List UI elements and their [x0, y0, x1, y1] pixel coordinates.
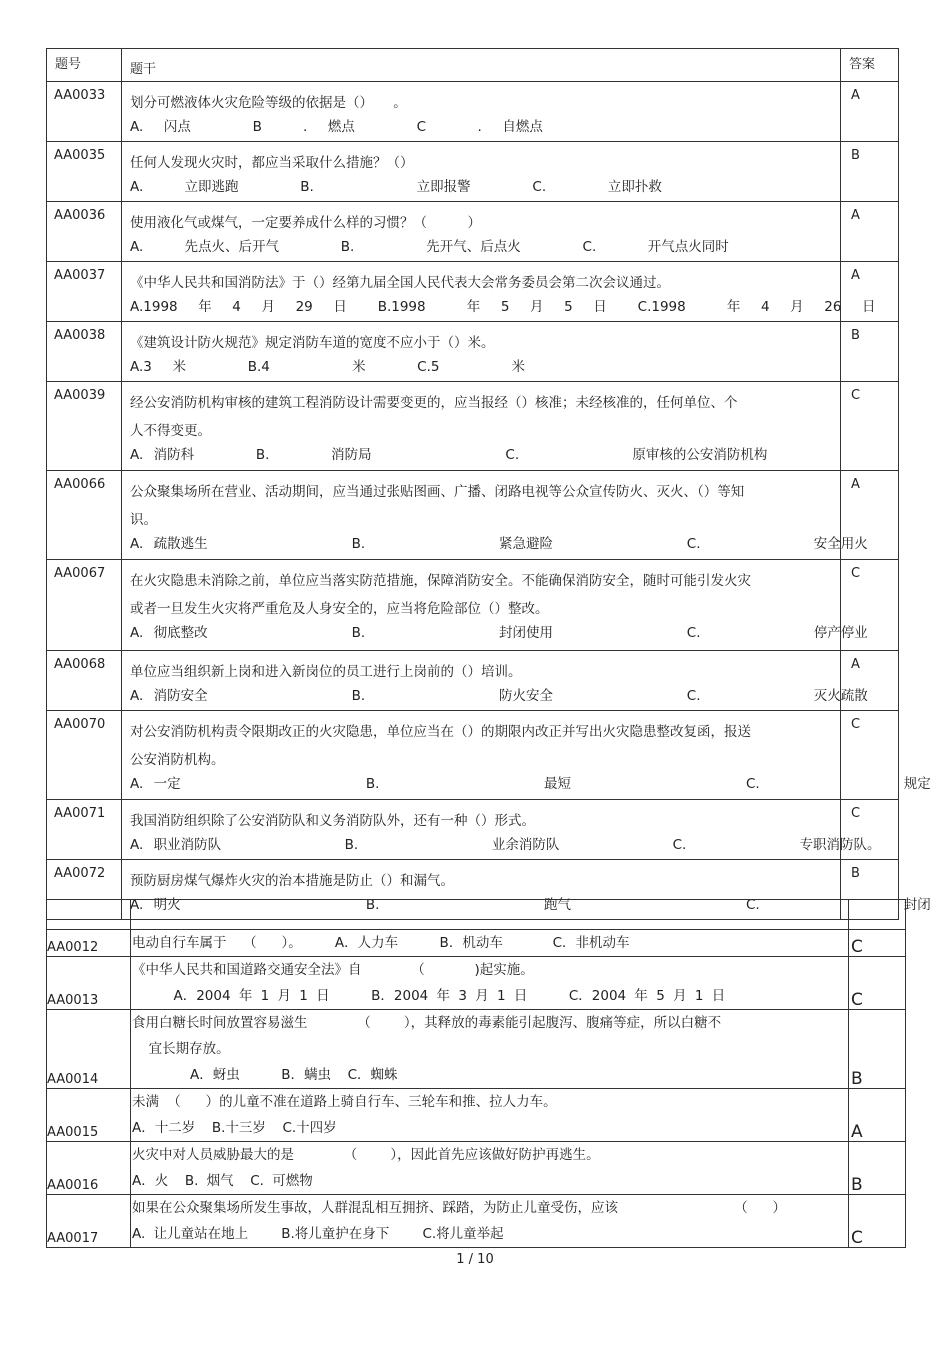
question-answer: C	[851, 717, 861, 732]
question-id: AA0035	[54, 148, 106, 163]
question-id: AA0037	[54, 268, 106, 283]
question-options: A. 先点火、后开气 B. 先开气、后点火 C. 开气点火同时	[130, 239, 729, 255]
question-options: A. 消防安全 B. 防火安全 C. 灭火疏散	[130, 688, 868, 704]
question-answer: A	[851, 268, 860, 283]
table-row	[47, 142, 899, 202]
question-id: AA0033	[54, 88, 106, 103]
question-table-2	[46, 899, 906, 1248]
table-row	[47, 262, 899, 322]
table-row	[47, 1010, 906, 1089]
question-id: AA0039	[54, 388, 106, 403]
question-options: A. 彻底整改 B. 封闭使用 C. 停产停业	[130, 625, 868, 641]
question-table-1	[46, 48, 931, 920]
question-line: A．十二岁 B.十三岁 C.十四岁	[132, 1120, 337, 1136]
table-row	[47, 930, 906, 957]
table-blank-row	[47, 900, 906, 930]
table-row	[47, 322, 899, 382]
question-options: A. 消防科 B. 消防局 C. 原审核的公安消防机构	[130, 447, 768, 463]
question-answer: A	[851, 208, 860, 223]
question-id: AA0072	[54, 866, 106, 881]
question-answer: B	[851, 1175, 863, 1195]
table-row	[47, 651, 899, 711]
question-id: AA0068	[54, 657, 106, 672]
question-answer: B	[851, 328, 860, 343]
table-row	[47, 560, 899, 651]
question-stem: 《中华人民共和国消防法》于（）经第九届全国人民代表大会常务委员会第二次会议通过。	[130, 275, 670, 291]
question-options: A. 疏散逃生 B. 紧急避险 C. 安全用火	[130, 536, 868, 552]
question-stem: 在火灾隐患未消除之前，单位应当落实防范措施，保障消防安全。不能确保消防安全，随时可能引发火灾或者一旦发生火灾将严重危及人身安全的，应当将危险部位（）整改。	[130, 573, 751, 617]
question-id: AA0017	[47, 1231, 99, 1246]
question-options: A.3 米 B.4 米 C.5 米	[130, 359, 525, 375]
question-id: AA0067	[54, 566, 106, 581]
table-row	[47, 202, 899, 262]
question-answer: B	[851, 148, 860, 163]
question-answer: A	[851, 1122, 863, 1142]
table-row	[47, 82, 899, 142]
question-line: 未满 （ ）的儿童不准在道路上骑自行车、三轮车和推、拉人力车。	[132, 1094, 557, 1110]
table-row	[47, 957, 906, 1010]
question-line: A. 让儿童站在地上 B.将儿童护在身下 C.将儿童举起	[132, 1226, 504, 1242]
question-stem: 对公安消防机构责令限期改正的火灾隐患，单位应当在（）的期限内改正并写出火灾隐患整改复函，报送公安消防机构。	[130, 724, 751, 768]
question-answer: C	[851, 937, 863, 957]
header-id: 题号	[55, 57, 82, 72]
question-line: 火灾中对人员威胁最大的是 （ ），因此首先应该做好防护再逃生。	[132, 1147, 600, 1163]
question-id: AA0038	[54, 328, 106, 343]
question-options: A. 闪点 B . 燃点 C . 自燃点	[130, 119, 543, 135]
question-id: AA0012	[47, 940, 99, 955]
question-line: 宜长期存放。	[132, 1041, 230, 1057]
question-id: AA0014	[47, 1072, 99, 1087]
header-answer-cell	[841, 49, 899, 82]
question-answer: C	[851, 1228, 863, 1248]
question-line: 食用白糖长时间放置容易滋生 （ ），其释放的毒素能引起腹泻、腹痛等症，所以白糖不	[132, 1015, 722, 1031]
question-stem: 我国消防组织除了公安消防队和义务消防队外，还有一种（）形式。	[130, 813, 535, 829]
table-row	[47, 711, 899, 800]
question-stem: 任何人发现火灾时，都应当采取什么措施？（）	[130, 155, 414, 171]
header-question: 题干	[130, 62, 157, 77]
question-options: A. 职业消防队 B. 业余消防队 C. 专职消防队。	[130, 837, 881, 853]
page-number: 1 / 10	[456, 1252, 494, 1267]
table-row	[47, 1142, 906, 1195]
header-id-cell	[47, 49, 122, 82]
question-stem: 单位应当组织新上岗和进入新岗位的员工进行上岗前的（）培训。	[130, 664, 522, 680]
question-answer: A	[851, 477, 860, 492]
question-answer: C	[851, 566, 861, 581]
question-line: A．2004 年 1 月 1 日 B．2004 年 3 月 1 日 C．2004 年 5 月 1 日	[132, 988, 726, 1004]
question-id: AA0036	[54, 208, 106, 223]
question-stem: 公众聚集场所在营业、活动期间，应当通过张贴图画、广播、闭路电视等公众宣传防火、灭火、（）等知识。	[130, 484, 745, 528]
question-options: A. 立即逃跑 B. 立即报警 C. 立即扑救	[130, 179, 662, 195]
question-answer: A	[851, 657, 860, 672]
question-stem: 预防厨房煤气爆炸火灾的治本措施是防止（）和漏气。	[130, 873, 454, 889]
question-line: 《中华人民共和国道路交通安全法》自 （ )起实施。	[132, 962, 534, 978]
question-answer: C	[851, 806, 861, 821]
table-row	[47, 382, 899, 471]
question-answer: C	[851, 388, 861, 403]
header-answer: 答案	[849, 57, 876, 72]
question-id: AA0066	[54, 477, 106, 492]
question-answer: A	[851, 88, 860, 103]
header-question-cell	[122, 49, 841, 82]
question-stem: 使用液化气或煤气，一定要养成什么样的习惯？（ ）	[130, 215, 481, 231]
question-id: AA0013	[47, 993, 99, 1008]
question-stem: 经公安消防机构审核的建筑工程消防设计需要变更的，应当报经（）核准；未经核准的，任何单位、个人不得变更。	[130, 395, 738, 439]
question-options: A. 一定 B. 最短 C. 规定	[130, 776, 931, 792]
question-stem: 《建筑设计防火规范》规定消防车道的宽度不应小于（）米。	[130, 335, 495, 351]
question-stem: 划分可燃液体火灾危险等级的依据是（） 。	[130, 95, 407, 111]
question-options: A.1998 年 4 月 29 日 B.1998 年 5 月 5 日 C.1998 年 4 月 26 日	[130, 299, 876, 315]
table-row	[47, 471, 899, 560]
table-row	[47, 800, 899, 860]
question-id: AA0016	[47, 1178, 99, 1193]
question-id: AA0070	[54, 717, 106, 732]
table-header-row	[47, 49, 899, 82]
question-answer: C	[851, 990, 863, 1010]
question-line: A．蚜虫 B．螨虫 C．蜘蛛	[132, 1067, 398, 1083]
table-row	[47, 1195, 906, 1248]
question-id: AA0015	[47, 1125, 99, 1140]
question-line: 如果在公众聚集场所发生事故，人群混乱相互拥挤、踩踏，为防止儿童受伤，应该 （ ）	[132, 1200, 786, 1216]
question-line: A．火 B. 烟气 C. 可燃物	[132, 1173, 313, 1189]
question-line: 电动自行车属于 （ ）。 A．人力车 B．机动车 C．非机动车	[132, 935, 630, 951]
question-answer: B	[851, 1069, 863, 1089]
question-options: A. 明火 B. 跑气 C. 封闭	[130, 897, 931, 913]
question-answer: B	[851, 866, 860, 881]
table-row	[47, 1089, 906, 1142]
question-id: AA0071	[54, 806, 106, 821]
